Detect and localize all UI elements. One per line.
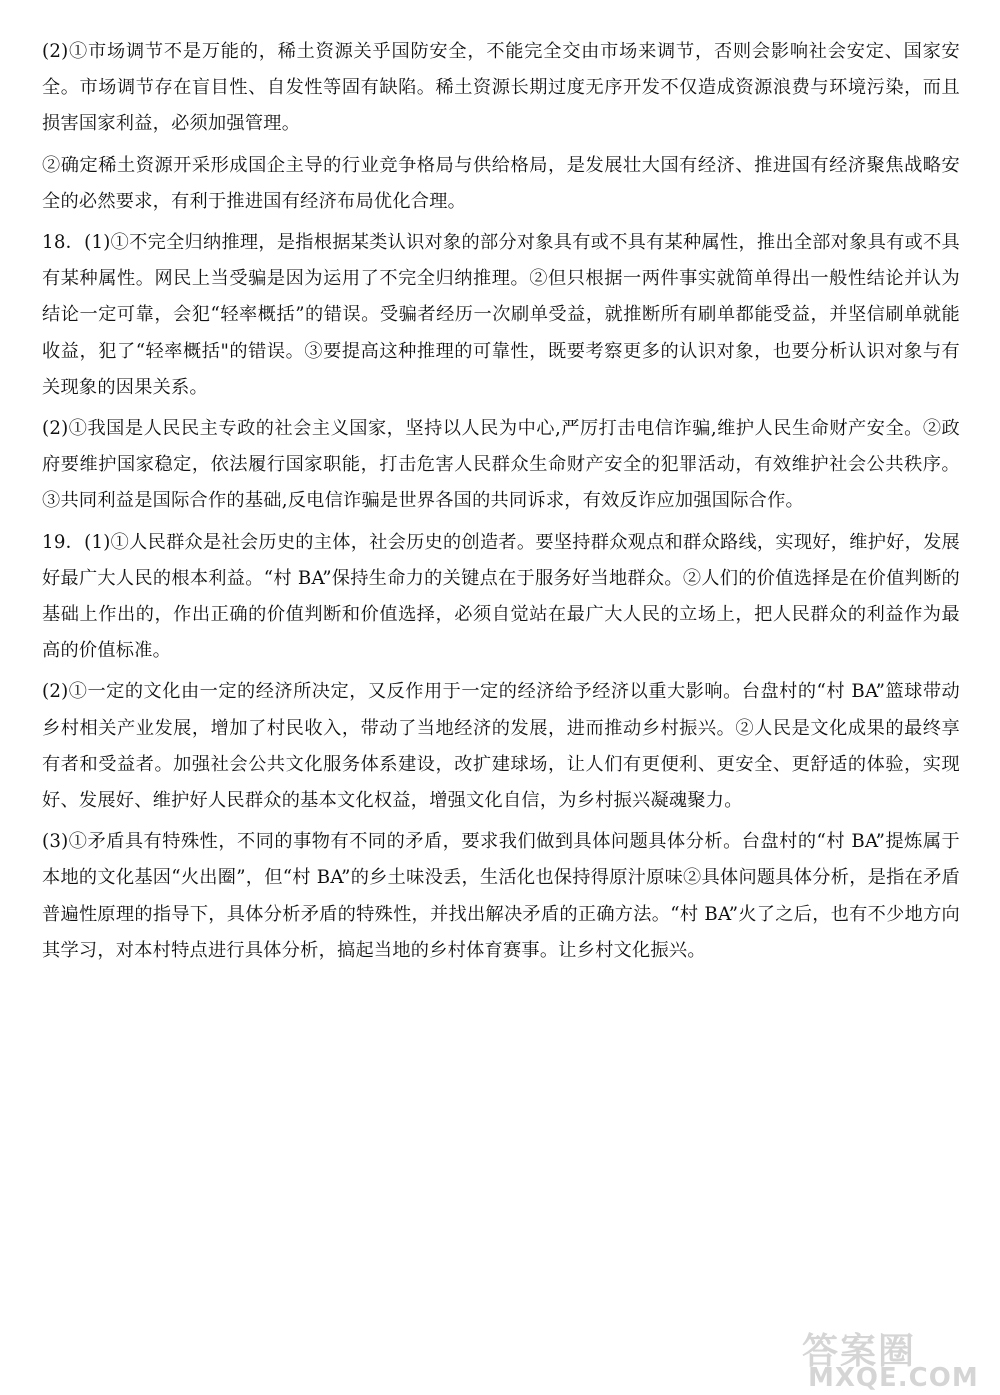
answer-18-2: (2)①我国是人民民主专政的社会主义国家，坚持以人民为中心,严厉打击电信诈骗,维护人民生命财产安全。②政府要维护国家稳定，依法履行国家职能，打击危害人民群众生命财产安全的犯罪活动，有效维护社会公共秩序。③共同利益是国际合作的基础,反电信诈骗是世界各国的共同诉求，有效反诈应加强国际合作。 [42, 418, 960, 512]
answer-19-1: 19．(1)①人民群众是社会历史的主体，社会历史的创造者。要坚持群众观点和群众路线，实现好，维护好，发展好最广大人民的根本利益。“村 BA”保持生命力的关键点在于服务好当地群众。②人们的价值选择是在价值判断的基础上作出的，作出正确的价值判断和价值选择，必须自觉站在最广大人民的立场上，把人民群众的利益作为最高的价值标准。 [42, 531, 960, 662]
watermark-url: MXQE.COM [808, 1363, 979, 1393]
watermark-logo: 答案圈 [802, 1331, 917, 1372]
answer-19-3: (3)①矛盾具有特殊性，不同的事物有不同的矛盾，要求我们做到具体问题具体分析。台盘村的“村 BA”提炼属于本地的文化基因“火出圈”，但“村 BA”的乡土味没丢，生活化也保持得原汁原味②具体问题具体分析，是指在矛盾普遍性原理的指导下，具体分析矛盾的特殊性，并找出解决矛盾的正确方法。“村 BA”火了之后，也有不少地方向其学习，对本村特点进行具体分析，搞起当地的乡村体育赛事。让乡村文化振兴。 [42, 831, 960, 961]
answer-17-2-part2: ②确定稀土资源开采形成国企主导的行业竞争格局与供给格局，是发展壮大国有经济、推进国有经济聚焦战略安全的必然要求，有利于推进国有经济布局优化合理。 [42, 154, 960, 212]
answer-19-2: (2)①一定的文化由一定的经济所决定，又反作用于一定的经济给予经济以重大影响。台盘村的“村 BA”篮球带动乡村相关产业发展，增加了村民收入，带动了当地经济的发展，进而推动乡村振兴。②人民是文化成果的最终享有者和受益者。加强社会公共文化服务体系建设，改扩建球场，让人们有更便利、更安全、更舒适的体验，实现好、发展好、维护好人民群众的基本文化权益，增强文化自信，为乡村振兴凝魂聚力。 [42, 681, 960, 812]
document-body [42, 34, 960, 974]
answer-18-1: 18．(1)①不完全归纳推理，是指根据某类认识对象的部分对象具有或不具有某种属性，推出全部对象具有或不具有某种属性。网民上当受骗是因为运用了不完全归纳推理。②但只根据一两件事实就简单得出一般性结论并认为结论一定可靠，会犯“轻率概括”的错误。受骗者经历一次刷单受益，就推断所有刷单都能受益，并坚信刷单就能收益，犯了“轻率概括"的错误。③要提高这种推理的可靠性，既要考察更多的认识对象，也要分析认识对象与有关现象的因果关系。 [42, 232, 960, 398]
watermark [802, 1323, 992, 1393]
answer-17-2-part1: (2)①市场调节不是万能的，稀土资源关乎国防安全，不能完全交由市场来调节，否则会影响社会安定、国家安全。市场调节存在盲目性、自发性等固有缺陷。稀土资源长期过度无序开发不仅造成资源浪费与环境污染，而且损害国家利益，必须加强管理。 [42, 41, 960, 135]
